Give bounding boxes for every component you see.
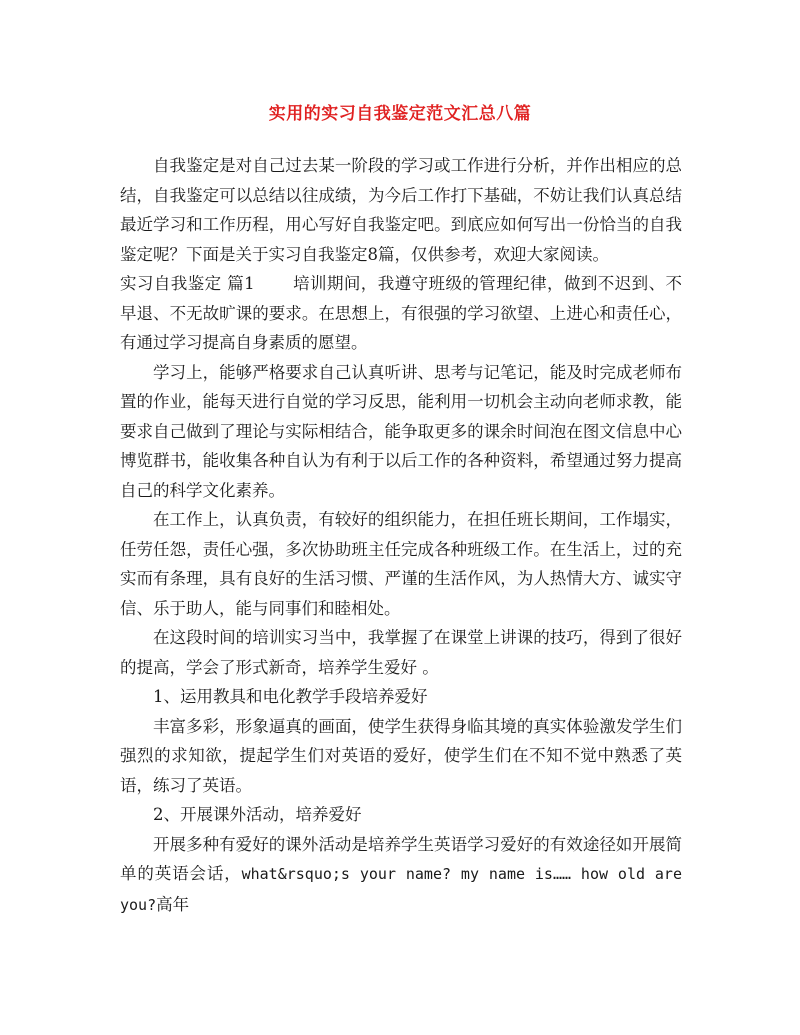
teaching-aids-paragraph: 丰富多彩，形象逼真的画面，使学生获得身临其境的真实体验激发学生们强烈的求知欲，提起学生们对英语的爱好，使学生们在不知不觉中熟悉了英语，练习了英语。: [120, 716, 682, 795]
section-paragraph: [120, 269, 682, 358]
work-paragraph: 在工作上，认真负责，有较好的组织能力，在担任班长期间，工作塌实，任劳任怨，责任心强，多次协助班主任完成各种班级工作。在生活上，过的充实而有条理，具有良好的生活习惯、严谨的生活作风，为人热情大方、诚实守信、乐于助人，能与同事们和睦相处。: [120, 510, 682, 618]
heading-extracurricular: 2、开展课外活动，培养爱好: [153, 805, 362, 824]
english-dialogue-sample: what&rsquo;s your name? my name is…… how old are you?: [120, 865, 682, 914]
extracurricular-text-end: 高年: [156, 894, 190, 914]
study-paragraph: 学习上，能够严格要求自己认真听讲、思考与记笔记，能及时完成老师布置的作业，能每天进行自觉的学习反思，能利用一切机会主动向老师求教，能要求自己做到了理论与实际相结合，能争取更多的课余时间泡在图文信息中心博览群书，能收集各种自认为有利于以后工作的各种资料，希望通过努力提高自己的科学文化素养。: [120, 362, 682, 500]
intro-paragraph: 自我鉴定是对自己过去某一阶段的学习或工作进行分析，并作出相应的总结，自我鉴定可以总结以往成绩，为今后工作打下基础，不妨让我们认真总结最近学习和工作历程，用心写好自我鉴定吧。到底应如何写出一份恰当的自我鉴定呢？下面是关于实习自我鉴定8篇，仅供参考，欢迎大家阅读。: [120, 156, 682, 264]
document-title: 实用的实习自我鉴定范文汇总八篇: [268, 104, 532, 124]
section-label: 实习自我鉴定 篇1: [120, 274, 255, 293]
extracurricular-text-start: 开展多种有爱好的课外活动是培养学生英语学习爱好的有效途径如开展简单的英语会话，: [120, 834, 682, 883]
training-paragraph: 在这段时间的培训实习当中，我掌握了在课堂上讲课的技巧，得到了很好的提高，学会了形式新奇，培养学生爱好 。: [120, 628, 682, 677]
heading-teaching-aids: 1、运用教具和电化教学手段培养爱好: [153, 687, 428, 706]
extracurricular-paragraph: [120, 830, 682, 921]
section-first-text: 培训期间，我遵守班级的管理纪律，做到不迟到、不早退、不无故旷课的要求。在思想上，有很强的学习欲望、上进心和责任心，有通过学习提高自身素质的愿望。: [120, 274, 683, 352]
document-body: [120, 151, 682, 920]
